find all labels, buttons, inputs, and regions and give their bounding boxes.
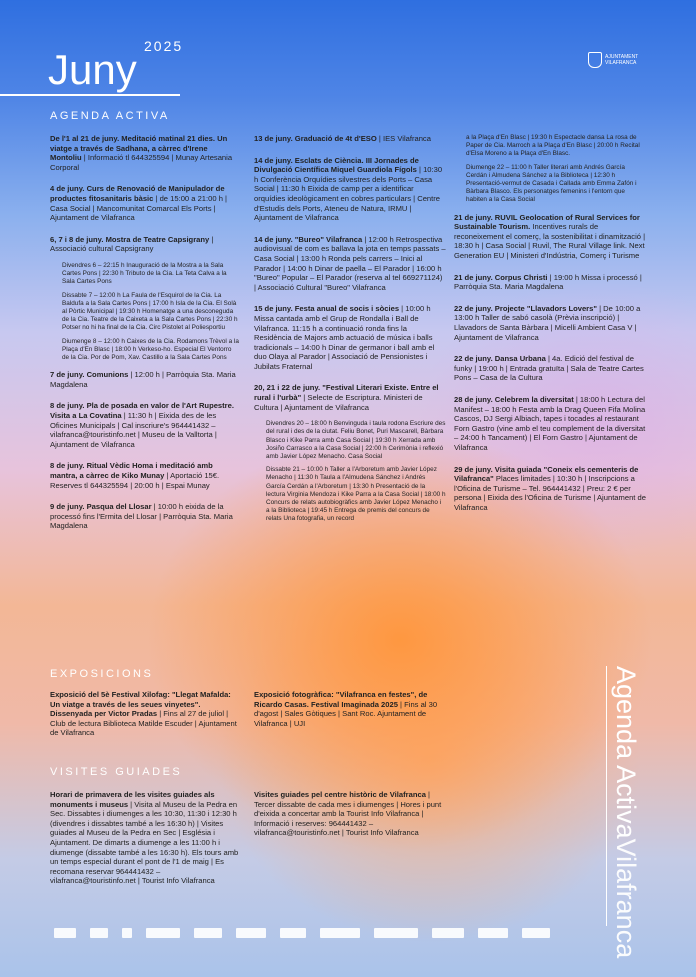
agenda-entry: 21 de juny. Corpus Christi | 19:00 h Missa i processó | Parròquia Sta. Maria Magdalena bbox=[454, 272, 642, 292]
agenda-entry: 4 de juny. Curs de Renovació de Manipulador de productes fitosanitaris bàsic | de 15:00 a 21:00 h | Casa Social | Mancomunitat Comarcal Els Ports | Ajuntament de Vilafranca bbox=[50, 184, 228, 223]
expo-entry-2: Exposició fotogràfica: "Vilafranca en festes", de Ricardo Casas. Festival Imaginada 2025 | Fins al 30 d'agost | Sales Gòtiques | Sant Roc. Ajuntament de Vilafranca | UJI bbox=[254, 690, 438, 728]
section-visites: VISITES GUIADES bbox=[50, 766, 183, 778]
expo-entry-1: Exposició del 5è Festival Xilofag: "Llegat Mafalda: Un viatge a través de les seues vinyetes". Dissenyada per Victor Pradas | Fins al 27 de juliol | Club de lectura Biblioteca Matilde Escuder | Ajuntament de Vilafranca bbox=[50, 690, 237, 738]
sponsor-logo bbox=[54, 928, 76, 938]
sponsor-logo bbox=[194, 928, 222, 938]
sponsor-logo bbox=[280, 928, 306, 938]
sponsor-logo bbox=[90, 928, 108, 938]
side-title: Agenda ActivaVilafranca bbox=[611, 666, 641, 959]
sponsor-logo bbox=[374, 928, 418, 938]
agenda-subentries: a la Plaça d'En Blasc | 19:30 h Espectacle dansa La rosa de Paper de Cia. Marroch a la Plaça d'En Blasc | 20:00 h Recital d'Elsa Moreno a la Plaça d'En Blasc. Diumenge 22 – 11:00 h Taller literari amb Andrés García Cerdán i Almudena Sánchez a la Biblioteca | 12:30 h Presentació-vermut de Casada i Callada amb Emma Zafón i Bàrbara Blasco. Els personatges femenins i l'entorn que habiten a la Casa Social bbox=[466, 134, 640, 204]
agenda-subentries: Divendres 20 – 18:00 h Benvinguda i taula rodona Escriure des del rural i des de la ciutat. Feliu Bonet, Puri Mascarell, Bàrbara Blasco i Kike Parra amb Casa Social | 19:30 h Xerrada amb Josiño Carrasco a la Casa Social | 22:00 h Cerimònia i reflexió amb Javier López Menacho. Casa Social Dissabte 21 – 10:00 h Taller a l'Arboretum amb Javier López Menacho | 11:30 h Taula a l'Almudena Sánchez i Andrés García Cerdán a l'Arboretum | 13:30 h Presentació de la lectura Virginia Mendoza i Kike Parra a la Casa Social | 18:00 h Concurs de relats autobiogràfics amb Javier López Menacho i a la Biblioteca | 19:45 h Entrega de premis del concurs de relats Una fotografia, un record bbox=[266, 420, 446, 523]
sponsor-logo bbox=[432, 928, 464, 938]
agenda-entry: 22 de juny. Dansa Urbana | 4a. Edició del festival de funky | 19:00 h | Entrada gratuïta | Sala de Teatre Cartes Pons – Casa de la Cultura bbox=[454, 354, 644, 383]
agenda-entry: 7 de juny. Comunions | 12:00 h | Parròquia Sta. Maria Magdalena bbox=[50, 370, 236, 389]
agenda-entry: 15 de juny. Festa anual de socis i sòcies | 10:00 h Missa cantada amb el Grup de Rondalla i Ball de Vilafranca. 11:15 h a continuació ronda fins la Residència de Majors amb actuació de música i balls tradicionals – 14:00 h Dinar de germanor i ball amb el duo Olaya al Parador | Associació de Pensionistes i Jubilats Fraternal bbox=[254, 304, 435, 371]
agenda-subentries: Divendres 6 – 22:15 h Inauguració de la Mostra a la Sala Cartes Pons | 22:30 h Tributo de la Cia. La Teta Calva a la Sala Cartes Pons Dissabte 7 – 12:00 h La Faula de l'Esquirol de la Cia. La Baldufa a la Sala Cartes Pons | 17:00 h Isla de la Cia. El Solà al Pòrtic Municipal | 19:30 h Homenatge a una desconeguda de la Cia. Teatre de la Caixeta a la Sala Cartes Pons | 22:30 h Potser no hi ha final de la Cia. Circ Pistolet al Poliesportiu Diumenge 8 – 12:00 h Caixes de la Cia. Rodamons Trèvol a la Plaça d'En Blasc | 18:00 h Verkeso-ho. Especial El Ventorro de la Cia. Por de Pom, Xav. Castillo a la Sala Cartes Pons bbox=[62, 261, 239, 361]
agenda-entry: 6, 7 i 8 de juny. Mostra de Teatre Capsigrany | Associació cultural Capsigrany bbox=[50, 234, 214, 254]
sponsor-logo bbox=[236, 928, 266, 938]
agenda-entry: 29 de juny. Visita guiada "Coneix els cementeris de Vilafranca" Places limitades | 10:30 h | Inscripcions a l'Oficina de Turisme – Tel. 964441432 | Preu: 2 € per persona | Eixida des l'Oficina de Turisme | Ajuntament de Vilafranca bbox=[454, 464, 646, 512]
agenda-entry: 21 de juny. RUVIL Geolocation of Rural Services for Sustainable Tourism. Incentives rurals de reconeixement el comerç, la sostenibilitat i dinamització | 18:30 h | Casa Social | Ruvil, The Rural Village link. Next Generation EU | Ministeri d'Indústria, Comerç i Turisme bbox=[454, 212, 646, 260]
agenda-entry: 13 de juny. Graduació de 4t d'ESO | IES Vilafranca bbox=[254, 134, 431, 143]
agenda-entry: 14 de juny. Esclats de Ciència. III Jornades de Divulgació Científica Miquel Guardiola Fígols | 10:30 h Conferència Orquídies silvestres dels Ports – Casa Social | 11:30 h Eixida de camp per a identificar orquídies ideològicament en cobres particulars | Centre d'Estudis dels Ports, Ateneu de Natura, IRMU | Ajuntament de Vilafranca bbox=[254, 155, 443, 223]
agenda-entry: 8 de juny. Ritual Vèdic Homa i meditació amb mantra, a càrrec de Kiko Munay | Aportació 15€. Reserves tl 644325594 | 20:00 h | Espai Munay bbox=[50, 461, 220, 490]
agenda-entry: 20, 21 i 22 de juny. "Festival Literari Existe. Entre el rural i l'urbà" | Selecte de Escriptura. Ministeri de Cultura | Ajuntament de Vilafranca bbox=[254, 383, 439, 412]
agenda-col-1 bbox=[50, 134, 240, 543]
sponsor-logo bbox=[146, 928, 180, 938]
sponsor-logos bbox=[54, 928, 584, 938]
sponsor-logo bbox=[478, 928, 508, 938]
sponsor-logo bbox=[320, 928, 360, 938]
agenda-entry: De l'1 al 21 de juny. Meditació matinal 21 dies. Un viatge a través de Sadhana, a càrrec d'Irene Montoliu | Informació tl 644325594 | Munay Artesania Corporal bbox=[50, 134, 233, 172]
shield-icon bbox=[588, 52, 602, 68]
ajuntament-logo: AJUNTAMENT VILAFRANCA bbox=[588, 52, 638, 68]
section-exposicions: EXPOSICIONS bbox=[50, 668, 154, 680]
sponsor-logo bbox=[122, 928, 132, 938]
month-title: Juny bbox=[48, 46, 137, 93]
agenda-col-3 bbox=[454, 134, 646, 524]
side-divider bbox=[606, 666, 607, 926]
visites-entry-1: Horari de primavera de les visites guiades als monuments i museus | Visita al Museu de la Pedra en Sec. Dissabtes i diumenges a les 10:30, 11:30 i 12:30 h (divendres i dissabtes també a les 16:30 h) | Visites guiades al Museu de la Pedra en Sec | Església i Ajuntament. De dimarts a diumenge a les 11:00 h i diumenge (dissabte també a les 16:30 h). Els tours amb un temps especial durant el pont de l'1 de maig | Es recomana reservar 964441432 – vilafranca@touristinfo.net | Tourist Info Vilafranca bbox=[50, 790, 239, 886]
sponsor-logo bbox=[522, 928, 550, 938]
agenda-entry: 9 de juny. Pasqua del Llosar | 10:00 h eixida de la processó fins l'Ermita del Llosar | Parròquia Sta. Maria Magdalena bbox=[50, 502, 233, 531]
agenda-col-2 bbox=[254, 134, 446, 532]
agenda-entry: 28 de juny. Celebrem la diversitat | 18:00 h Lectura del Manifest – 18:00 h Festa amb la Drag Queen Fifa Molina Cascos, DJ Sergi Albiach, tapes i tocades al restaurant Forn Gastro (vine amb el teu complement de la diversitat – 24:00 h Tancament) | El Forn Gastro | Ajuntament de Vilafranca bbox=[454, 394, 646, 452]
agenda-entry: 14 de juny. "Bureo" Vilafranca | 12:00 h Retrospectiva audiovisual de com es ballava la jota en temps passats – Casa Social | 13:00 h Ronda pels carrers – Inici al Parador | 14:00 h Dinar de paella – El Parador | 16:00 h "Bureo" Popular – El Parador (reserva al tel 669271124) | Associació Cultural "Bureo" Vilafranca bbox=[254, 234, 446, 292]
agenda-entry: 22 de juny. Projecte "Llavadors Lovers" | De 10:00 a 13:00 h Taller de sabó casolà (Prèvia inscripció) | Llavadors de Santa Bàrbara | Micelli Ambient Casa V | Ajuntament de Vilafranca bbox=[454, 303, 641, 342]
header-divider bbox=[0, 94, 180, 96]
visites-entry-2: Visites guiades pel centre històric de Vilafranca | Tercer dissabte de cada mes i diumenges | Hores i punt d'eixida a concertar amb la Tourist Info Vilafranca | Informació i reserves: 964441432 – vilafranca@touristinfo.net | Tourist Info Vilafranca bbox=[254, 790, 442, 838]
section-agenda: AGENDA ACTIVA bbox=[50, 110, 170, 122]
year: 2025 bbox=[144, 38, 184, 54]
agenda-entry: 8 de juny. Pla de posada en valor de l'Art Rupestre. Visita a La Covatina | 11:30 h | Eixida des de les Oficines Municipals | Cal inscriure's 964441432 – vilafranca@touristinfo.net | Museu de la Valltorta | Ajuntament de Vilafranca bbox=[50, 401, 234, 449]
